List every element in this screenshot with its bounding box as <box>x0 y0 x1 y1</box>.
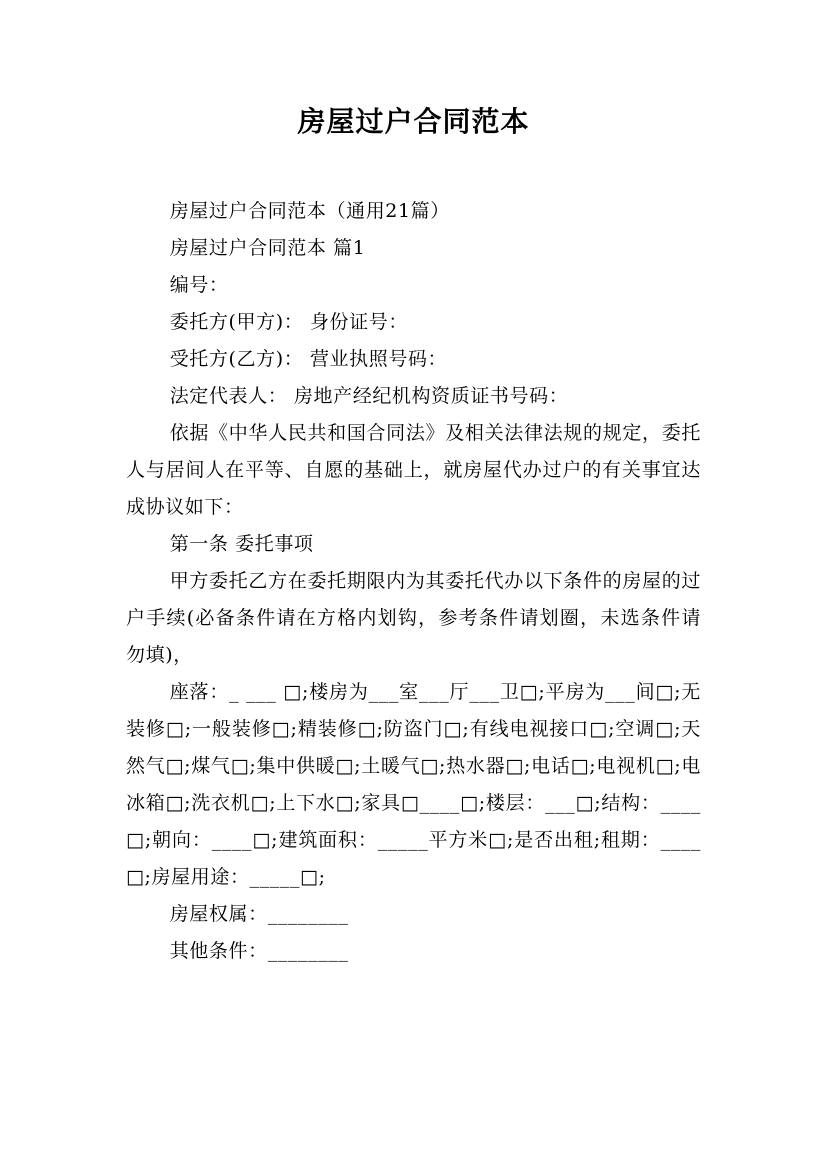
article-one-heading: 第一条 委托事项 <box>169 533 314 555</box>
party-a-field: 委托方(甲方)： 身份证号： <box>169 311 408 333</box>
document-body <box>126 193 701 970</box>
party-b-field: 受托方(乙方)： 营业执照号码： <box>169 348 448 370</box>
document-title: 房屋过户合同范本 <box>297 105 530 138</box>
number-field: 编号： <box>169 274 229 296</box>
ownership-field: 房屋权属：________ <box>169 903 349 925</box>
preamble-paragraph: 依据《中华人民共和国合同法》及相关法律法规的规定，委托人与居间人在平等、自愿的基础上，就房屋代办过户的有关事宜达成协议如下： <box>126 422 701 518</box>
subtitle-paragraph: 房屋过户合同范本（通用21篇） <box>169 200 450 222</box>
section-heading: 房屋过户合同范本 篇1 <box>169 237 366 259</box>
property-details-paragraph: 座落：_ ___ □;楼房为___室___厅___卫□;平房为___间□;无装修□;一般装修□;精装修□;防盗门□;有线电视接口□;空调□;天然气□;煤气□;集中供暖□;土暖气□;热水器□;电话□;电视机□;电冰箱□;洗衣机□;上下水□;家具□____□;楼层：___□;结构：____□;朝向：____□;建筑面积：_____平方米□;是否出租;租期：____□;房屋用途：_____□; <box>126 681 701 888</box>
other-conditions-field: 其他条件：________ <box>169 940 349 962</box>
commission-paragraph: 甲方委托乙方在委托期限内为其委托代办以下条件的房屋的过户手续(必备条件请在方格内划钩，参考条件请划圈，未选条件请勿填)， <box>126 570 701 666</box>
legal-representative-field: 法定代表人： 房地产经纪机构资质证书号码： <box>169 385 569 407</box>
